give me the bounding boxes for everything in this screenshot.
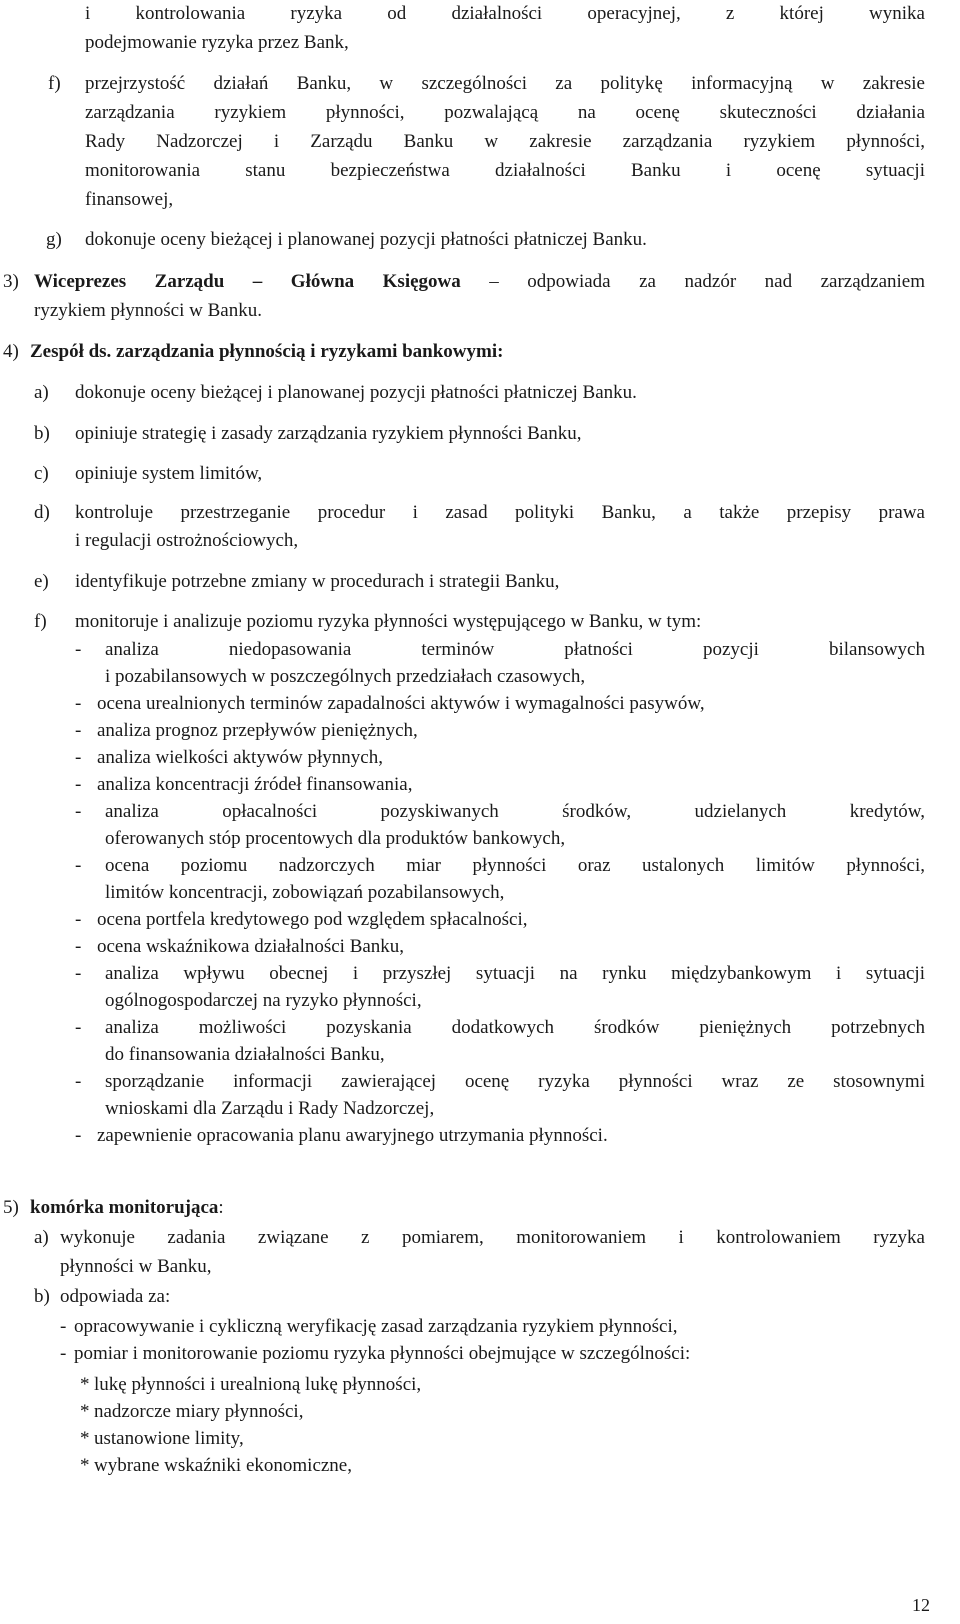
item-f-marker: f) (48, 73, 61, 94)
intro-line-2: podejmowanie ryzyka przez Bank, (85, 32, 349, 53)
section-4-item-d-line-1: kontroluje przestrzeganie procedur i zasad polityki Banku, a także przepisy prawa (75, 502, 925, 523)
list-item-line: limitów koncentracji, zobowiązań pozabilansowych, (105, 882, 505, 903)
section-5-item-b-text: odpowiada za: (60, 1286, 171, 1307)
list-item-line: analiza niedopasowania terminów płatności pozycji bilansowych (105, 639, 925, 660)
list-item-line: nadzorcze miary płynności, (94, 1401, 304, 1422)
intro-line-1: i kontrolowania ryzyka od działalności operacyjnej, z której wynika (85, 3, 925, 24)
analysis-list (75, 636, 925, 1149)
section-4-item-a-text: dokonuje oceny bieżącej i planowanej pozycji płatności płatniczej Banku. (75, 382, 637, 403)
section-4-item-e-text: identyfikuje potrzebne zmiany w procedurach i strategii Banku, (75, 571, 560, 592)
list-item-line: zapewnienie opracowania planu awaryjnego utrzymania płynności. (97, 1125, 608, 1146)
list-item: - zapewnienie opracowania planu awaryjnego utrzymania płynności. (75, 1122, 925, 1149)
section-5-item-a-line-2: płynności w Banku, (60, 1256, 212, 1277)
list-item-line: wybrane wskaźniki ekonomiczne, (94, 1455, 352, 1476)
item-f-line: zarządzania ryzykiem płynności, pozwalającą na ocenę skuteczności działania (85, 102, 925, 123)
section-5-title: komórka monitorująca (30, 1197, 219, 1218)
list-item-line: wnioskami dla Zarządu i Rady Nadzorczej, (105, 1098, 435, 1119)
section-3-marker: 3) (3, 271, 19, 292)
list-item: - sporządzanie informacji zawierającej ocenę ryzyka płynności wraz ze stosownymi wnioskami dla Zarządu i Rady Nadzorczej, (75, 1068, 925, 1122)
list-item-line: lukę płynności i urealnioną lukę płynności, (94, 1374, 422, 1395)
list-item: - analiza prognoz przepływów pieniężnych, (75, 717, 925, 744)
list-item-line: pomiar i monitorowanie poziomu ryzyka płynności obejmujące w szczególności: (74, 1343, 691, 1364)
section-4-item-e-marker: e) (34, 571, 49, 592)
page-number: 12 (912, 1595, 930, 1615)
list-item-line: do finansowania działalności Banku, (105, 1044, 385, 1065)
section-5-item-a-line-1: wykonuje zadania związane z pomiarem, monitorowaniem i kontrolowaniem ryzyka (60, 1227, 925, 1248)
list-item: - ocena portfela kredytowego pod względem spłacalności, (75, 906, 925, 933)
item-f-line: finansowej, (85, 189, 174, 210)
list-item: - analiza możliwości pozyskania dodatkowych środków pieniężnych potrzebnych do finansowania działalności Banku, (75, 1014, 925, 1068)
item-f-line: przejrzystość działań Banku, w szczególności za politykę informacyjną w zakresie (85, 73, 925, 94)
list-item-line: ocena urealnionych terminów zapadalności aktywów i wymagalności pasywów, (97, 693, 705, 714)
list-item-line: oferowanych stóp procentowych dla produktów bankowych, (105, 828, 566, 849)
list-item: - analiza opłacalności pozyskiwanych środków, udzielanych kredytów, oferowanych stóp procentowych dla produktów bankowych, (75, 798, 925, 852)
list-item: - analiza wielkości aktywów płynnych, (75, 744, 925, 771)
section-4-marker: 4) (3, 341, 19, 362)
section-3-line-2: ryzykiem płynności w Banku. (34, 300, 262, 321)
list-item: - ocena poziomu nadzorczych miar płynności oraz ustalonych limitów płynności, limitów koncentracji, zobowiązań pozabilansowych, (75, 852, 925, 906)
list-item: * wybrane wskaźniki ekonomiczne, (80, 1452, 925, 1479)
list-item: - opracowywanie i cykliczną weryfikację zasad zarządzania ryzykiem płynności, (60, 1313, 925, 1340)
list-item-line: analiza wpływu obecnej i przyszłej sytuacji na rynku międzybankowym i sytuacji (105, 963, 925, 984)
section-5-star-list (80, 1371, 925, 1479)
section-4-item-c-marker: c) (34, 463, 49, 484)
list-item: - analiza koncentracji źródeł finansowania, (75, 771, 925, 798)
list-item-line: analiza koncentracji źródeł finansowania, (97, 774, 413, 795)
item-f-line: monitorowania stanu bezpieczeństwa działalności Banku i ocenę sytuacji (85, 160, 925, 181)
section-4-item-d-line-2: i regulacji ostrożnościowych, (75, 530, 299, 551)
list-item: * nadzorcze miary płynności, (80, 1398, 925, 1425)
list-item: - ocena wskaźnikowa działalności Banku, (75, 933, 925, 960)
list-item-line: ocena wskaźnikowa działalności Banku, (97, 936, 405, 957)
section-5-item-a-marker: a) (34, 1227, 49, 1248)
list-item: * ustanowione limity, (80, 1425, 925, 1452)
section-4-title: Zespół ds. zarządzania płynnością i ryzykami bankowymi: (30, 341, 504, 362)
section-5-dash-list (60, 1313, 925, 1367)
section-4-item-f-marker: f) (34, 611, 47, 632)
section-4-item-a-marker: a) (34, 382, 49, 403)
list-item-line: ustanowione limity, (94, 1428, 244, 1449)
list-item-line: opracowywanie i cykliczną weryfikację zasad zarządzania ryzykiem płynności, (74, 1316, 678, 1337)
section-5-item-b-marker: b) (34, 1286, 50, 1307)
section-5-marker: 5) (3, 1197, 19, 1218)
list-item-line: ogólnogospodarczej na ryzyko płynności, (105, 990, 422, 1011)
list-item: - pomiar i monitorowanie poziomu ryzyka płynności obejmujące w szczególności: (60, 1340, 925, 1367)
section-4-item-d-marker: d) (34, 502, 50, 523)
section-3-line-1-text: – odpowiada za nadzór nad zarządzaniem (460, 271, 926, 292)
section-5-title-line (30, 1194, 925, 1221)
item-g-text: dokonuje oceny bieżącej i planowanej pozycji płatności płatniczej Banku. (85, 229, 647, 250)
section-4-item-b-text: opiniuje strategię i zasady zarządzania ryzykiem płynności Banku, (75, 423, 582, 444)
list-item-line: ocena poziomu nadzorczych miar płynności oraz ustalonych limitów płynności, (105, 855, 925, 876)
list-item: * lukę płynności i urealnioną lukę płynności, (80, 1371, 925, 1398)
section-4-item-c-text: opiniuje system limitów, (75, 463, 263, 484)
list-item-line: ocena portfela kredytowego pod względem spłacalności, (97, 909, 528, 930)
item-f-line: Rady Nadzorczej i Zarządu Banku w zakresie zarządzania ryzykiem płynności, (85, 131, 925, 152)
section-5-colon: : (218, 1197, 224, 1218)
list-item-line: analiza prognoz przepływów pieniężnych, (97, 720, 418, 741)
list-item-line: sporządzanie informacji zawierającej ocenę ryzyka płynności wraz ze stosownymi (105, 1071, 925, 1092)
list-item: - analiza niedopasowania terminów płatności pozycji bilansowych i pozabilansowych w poszczególnych przedziałach czasowych, (75, 636, 925, 690)
list-item: - analiza wpływu obecnej i przyszłej sytuacji na rynku międzybankowym i sytuacji ogólnogospodarczej na ryzyko płynności, (75, 960, 925, 1014)
section-4-item-b-marker: b) (34, 423, 50, 444)
section-3-line-1 (34, 268, 925, 295)
list-item-line: i pozabilansowych w poszczególnych przedziałach czasowych, (105, 666, 586, 687)
item-g-marker: g) (46, 229, 62, 250)
list-item: - ocena urealnionych terminów zapadalności aktywów i wymagalności pasywów, (75, 690, 925, 717)
list-item-line: analiza możliwości pozyskania dodatkowych środków pieniężnych potrzebnych (105, 1017, 925, 1038)
list-item-line: analiza wielkości aktywów płynnych, (97, 747, 383, 768)
section-4-item-f-text: monitoruje i analizuje poziomu ryzyka płynności występującego w Banku, w tym: (75, 611, 702, 632)
section-3-title: Wiceprezes Zarządu – Główna Księgowa (34, 271, 461, 292)
list-item-line: analiza opłacalności pozyskiwanych środków, udzielanych kredytów, (105, 801, 925, 822)
